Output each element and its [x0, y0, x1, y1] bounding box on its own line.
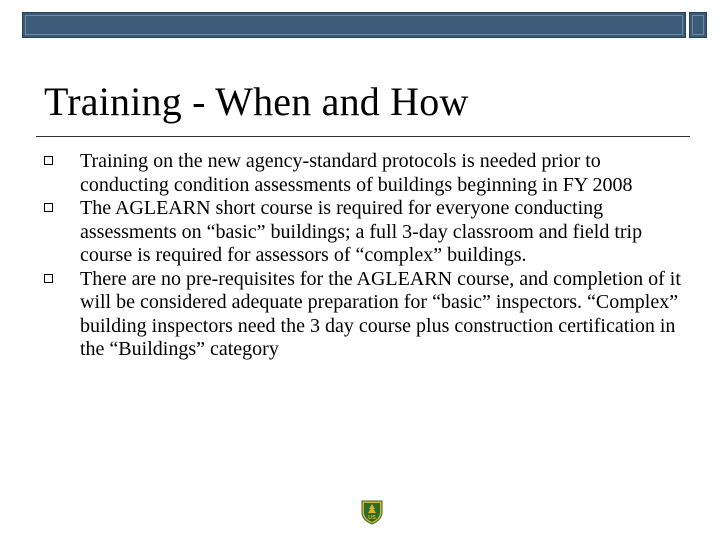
header-decor-square: [689, 12, 707, 38]
hollow-square-bullet-icon: [44, 274, 53, 283]
forest-service-shield-icon: [361, 499, 383, 525]
bullet-text: Training on the new agency-standard protocols is needed prior to conducting condition assessments of buildings beginning in FY 2008: [80, 150, 633, 196]
bullet-item: [44, 150, 694, 197]
bullet-item: [44, 197, 694, 268]
bullet-item: [44, 268, 694, 362]
slide-title: Training - When and How: [44, 79, 469, 124]
hollow-square-bullet-icon: [44, 156, 53, 165]
hollow-square-bullet-icon: [44, 203, 53, 212]
bullet-text: There are no pre-requisites for the AGLEARN course, and completion of it will be considered adequate preparation for “basic” inspectors. “Complex” building inspectors need the 3 day course plus construction certification in the “Buildings” category: [80, 267, 681, 360]
title-divider: [36, 136, 690, 137]
bullet-text: The AGLEARN short course is required for everyone conducting assessments on “basic” buildings; a full 3-day classroom and field trip course is required for assessors of “complex” buildings.: [80, 197, 643, 266]
header-decor-bar: [22, 12, 686, 38]
bullet-list: [44, 150, 694, 362]
logo-text: US: [368, 515, 376, 521]
